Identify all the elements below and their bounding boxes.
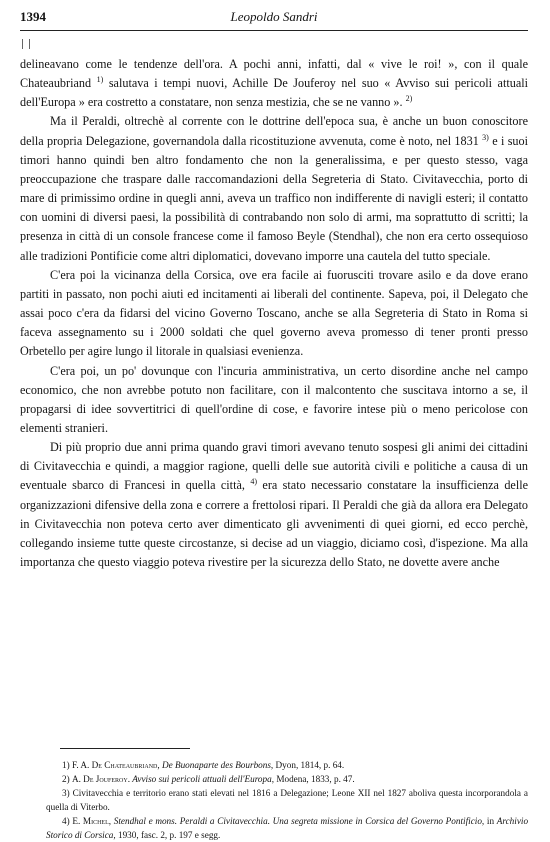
page-number: 1394 bbox=[20, 9, 46, 24]
margin-mark bbox=[22, 39, 30, 49]
footnote-3: 3) Civitavecchia e territorio erano stati elevati nel 1816 a Delegazione; Leone XII nel 1827 aboliva questa incorporandola a quella di Viterbo. bbox=[46, 788, 529, 812]
footnote-4: 4) E. Michel, Stendhal e mons. Peraldi a Civitavecchia. Una segreta missione in Corsica del Governo Pontificio, in Archivio Storico di Corsica, 1930, fasc. 2, p. 197 e segg. bbox=[46, 816, 529, 840]
footnote-1: 1) F. A. De Chateaubriand, De Buonaparte des Bourbons, Dyon, 1814, p. 64. bbox=[62, 760, 345, 770]
note-ref-1: 1) bbox=[96, 75, 104, 85]
note-ref-3: 3) bbox=[482, 132, 489, 142]
note-ref-4: 4) bbox=[250, 477, 257, 487]
paragraph-4: C'era poi, un po' dovunque con l'incuria amministrativa, un certo disordine anche nel campo economico, che non avrebbe potuto non facilitare, con il malcontento che suscitava intorno a se, il propagarsi di idee sovvertitrici di quell'ordine di cose, e favorire intese più o meno pericolose con elementi stranieri. bbox=[20, 363, 528, 435]
page-header bbox=[20, 8, 528, 28]
paragraph-2: Ma il Peraldi, oltrechè al corrente con le dottrine dell'epoca sua, è anche un buon conoscitore della propria Delegazione, governandola dalla ricostituzione avvenuta, come è noto, nel 1831 $^{3)}$ e i suoi timori hanno quindi ben altro fondamento che non la generalissima, e per questo stesso, vaga preoccupazione che traspare dalle raccomandazioni della Segreteria di Stato. Civitavecchia, porto di mare di primissimo ordine in quegli anni, aveva un traffico non indifferente di navigli esteri; il contatto con uomini di diversi paesi, la possibilità di contrabando non solo di armi, ma soprattutto di scritti; la presenza in città di un console francese come il famoso Beyle (Stendhal), che non era certo ossequioso alle tradizioni Pontificie come altri diplomatici, dovevano imporre una cautela del tutto speciale. bbox=[20, 114, 529, 263]
running-head: Leopoldo Sandri bbox=[230, 9, 318, 24]
paragraph-5: Di più proprio due anni prima quando gravi timori avevano tenuto sospesi gli animi dei cittadini di Civitavecchia e quindi, a maggior ragione, quelli delle sue autorità civili e politiche a causa di un eventuale sbarco di Francesi in quella città, $^{4)}$ era stato necessario constatare la insufficienza delle organizzazioni difensive della zona e correre a frettolosi ripari. Il Peraldi che già da allora era Delegato in Civitavecchia non poteva certo aver dimenticato gli avvenimenti di quei giorni, ed ecco perchè, collegando insieme tutte queste circostanze, si decise ad un viaggio, diciamo così, d'ispezione. Ma alla importanza che questo viaggio poteva rivestire per la sicurezza dello Stato, ne dovette avere anche bbox=[20, 440, 529, 570]
footnote-2: 2) A. De Jouferoy. Avviso sui pericoli attuali dell'Europa, Modena, 1833, p. 47. bbox=[62, 774, 355, 784]
header-rule bbox=[20, 30, 528, 31]
note-ref-2: 2) bbox=[405, 94, 413, 104]
paragraph-3: C'era poi la vicinanza della Corsica, ove era facile ai fuorusciti trovare asilo e da dove erano partiti in passato, non pochi aiuti ed incitamenti ai liberali del continente. Sapeva, poi, il Delegato che assai poco c'era da fidarsi del vicino Governo Toscano, anche se alla Segreteria di Stato in Roma si faceva assegnamento su i 2000 soldati che quel governo aveva promesso di tener pronti presso Orbetello per agire lungo il litorale in qualsiasi evenienza. bbox=[20, 267, 528, 359]
footnote-rule bbox=[60, 748, 190, 749]
paragraph-1: delineavano come le tendenze dell'ora. A pochi anni, infatti, dal « vive le roi! », con il quale Chateaubriand $^{1)}$ salutava i tempi nuovi, Achille De Jouferoy nel suo « Avviso sui pericoli attuali dell'Europa » era costretto a constatare, non senza mestizia, che se ne vanno ». $^{2)}$ bbox=[20, 57, 529, 110]
body-text bbox=[20, 55, 528, 572]
footnotes bbox=[46, 758, 528, 842]
